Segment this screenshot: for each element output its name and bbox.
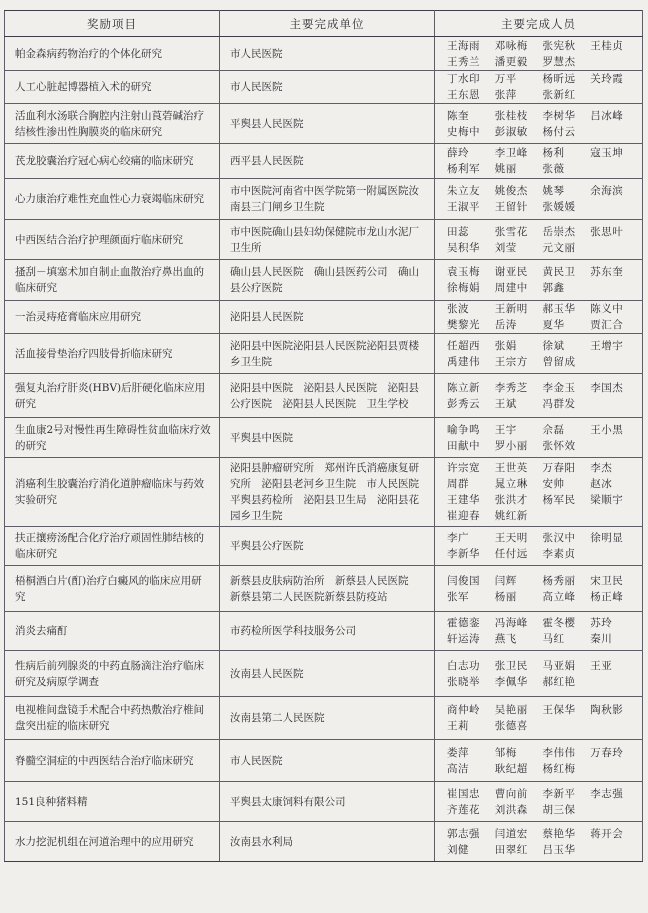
person-name: 王东恩 [447,89,480,101]
person-name: 王建华 [447,494,480,506]
people-grid [441,338,636,370]
completion-people [435,301,643,334]
person-name: 邹梅 [494,746,517,759]
person-name: 郭鑫 [542,282,565,294]
project-name: 帕金森病药物治疗的个体化研究 [5,37,220,71]
completion-unit: 汝南县第二人民医院 [220,697,435,740]
person-name: 苏东奎 [590,266,624,278]
person-name: 张波 [447,303,469,315]
completion-unit: 汝南县水利局 [220,822,435,862]
person-name: 张汉中 [542,532,576,544]
completion-unit: 泌阳县中医院 泌阳县人民医院 泌阳县公疗医院 泌阳县人民医院 卫生学校 [220,374,435,418]
people-grid [441,108,636,140]
person-name: 王宇 [494,423,517,436]
completion-people [435,822,643,862]
person-name: 闫辉 [494,574,517,587]
completion-unit: 市中医院河南省中医学院第一附属医院汝南县三门闸乡卫生院 [220,179,435,220]
people-grid [441,183,636,215]
person-name: 贾汇合 [590,319,624,331]
person-name: 寇玉坤 [590,147,624,159]
person-name: 杨付云 [542,125,576,138]
table-row [5,612,643,651]
person-name: 蔡艳华 [542,827,576,840]
project-name: 芪龙胶囊治疗冠心病心绞痛的临床研究 [5,144,220,179]
person-name: 樊黎光 [447,319,480,331]
person-name: 高洁 [447,762,469,775]
project-name: 强复丸治疗肝炎(HBV)后肝硬化临床应用研究 [5,374,220,418]
header-row [5,11,643,37]
person-name: 张晓举 [447,675,480,688]
person-name: 黄民卫 [542,266,576,278]
person-name: 张军 [447,590,469,603]
person-name: 李广 [447,532,469,544]
completion-people [435,612,643,651]
table-row [5,458,643,527]
table-row [5,334,643,374]
person-name: 田翠红 [494,843,528,856]
project-name: 人工心脏起博器植入术的研究 [5,71,220,104]
person-name: 张娟 [494,339,517,352]
person-name: 晁立琳 [494,478,528,490]
completion-people [435,220,643,260]
completion-unit: 平舆县人民医院 [220,104,435,144]
person-name: 冯海峰 [494,617,528,629]
person-name: 姚丽 [494,163,517,175]
table-row [5,144,643,179]
person-name: 丁水印 [447,73,480,85]
person-name: 李杰 [590,462,613,474]
person-name: 李素贞 [542,548,576,560]
person-name: 王淑平 [447,201,480,213]
table-row [5,374,643,418]
person-name: 高立峰 [542,590,576,603]
completion-people [435,651,643,697]
person-name: 潘更毅 [494,55,528,68]
table-row [5,651,643,697]
person-name: 李树华 [542,109,576,122]
project-name: 活血接骨垫治疗四肢骨折临床研究 [5,334,220,374]
completion-people [435,144,643,179]
person-name: 任付远 [494,548,528,560]
completion-unit: 平舆县中医院 [220,418,435,458]
person-name: 杨红梅 [542,762,576,775]
project-name: 生血康2号对慢性再生障碍性贫血临床疗效的研究 [5,418,220,458]
table-row [5,566,643,612]
people-grid [441,224,636,256]
project-name: 一治灵痔疮膏临床应用研究 [5,301,220,334]
person-name: 王斌 [494,397,517,410]
person-name: 刘莹 [494,241,517,254]
person-name: 姚红新 [494,510,528,522]
person-name: 张思叶 [590,225,624,238]
project-name: 心力康治疗难性充血性心力衰竭临床研究 [5,179,220,220]
table-row [5,740,643,782]
header-unit: 主要完成单位 [220,11,435,37]
person-name: 罗慧杰 [542,55,576,68]
person-name: 张桂枝 [494,109,528,122]
completion-people [435,260,643,301]
person-name: 蒋开会 [590,827,624,840]
person-name: 李秀芝 [494,381,528,394]
table-row [5,179,643,220]
person-name: 周建中 [494,282,528,294]
person-name: 王亚 [590,659,613,672]
people-grid [441,460,636,524]
person-name: 陈奎 [447,109,469,122]
person-name: 张宪秋 [542,39,576,52]
person-name: 马红 [542,633,565,645]
completion-people [435,334,643,374]
project-name: 中西医结合治疗护理颜面疔临床研究 [5,220,220,260]
completion-people [435,418,643,458]
table-row [5,527,643,566]
people-grid [441,145,636,177]
table-row [5,260,643,301]
person-name: 李佩华 [494,675,528,688]
person-name: 张洪才 [494,494,528,506]
completion-people [435,104,643,144]
people-grid [441,422,636,454]
person-name: 王秀兰 [447,55,480,68]
person-name: 姚琴 [542,185,565,197]
person-name: 张萍 [494,89,517,101]
person-name: 崔国忠 [447,787,480,800]
person-name: 郝玉华 [542,303,576,315]
person-name: 杨昕远 [542,73,576,85]
person-name: 李志强 [590,787,624,800]
table-row [5,301,643,334]
completion-people [435,527,643,566]
completion-unit: 市中医院确山县妇幼保健院市龙山水泥厂卫生所 [220,220,435,260]
table-row [5,418,643,458]
completion-unit: 泌阳县人民医院 [220,301,435,334]
person-name: 李金玉 [542,381,576,394]
completion-unit: 新蔡县皮肤病防治所 新蔡县人民医院 新蔡县第二人民医院新蔡县防疫站 [220,566,435,612]
table-row [5,220,643,260]
table-header [5,11,643,37]
completion-people [435,179,643,220]
completion-unit: 市人民医院 [220,71,435,104]
header-people: 主要完成人员 [435,11,643,37]
person-name: 张媛媛 [542,201,576,213]
person-name: 彭秀云 [447,397,480,410]
person-name: 王增宇 [590,339,624,352]
project-name: 消癌利生胶囊治疗消化道肿瘤临床与药效实验研究 [5,458,220,527]
person-name: 杨秀丽 [542,574,576,587]
person-name: 吕玉华 [542,843,576,856]
people-grid [441,745,636,777]
person-name: 商仲岭 [447,704,480,716]
person-name: 禹建伟 [447,355,480,368]
people-grid [441,826,636,858]
person-name: 李卫峰 [494,147,528,159]
person-name: 元文丽 [542,241,576,254]
person-name: 刘健 [447,843,469,856]
person-name: 耿纪超 [494,762,528,775]
project-name: 消炎去痛酊 [5,612,220,651]
person-name: 齐莲花 [447,803,480,816]
person-name: 李国杰 [590,381,624,394]
person-name: 曾留成 [542,355,576,368]
completion-people [435,697,643,740]
table-row [5,37,643,71]
person-name: 王海雨 [447,39,480,52]
people-grid [441,658,636,690]
people-grid [441,530,636,562]
completion-people [435,566,643,612]
project-name: 梧桐酒白片(酊)治疗白癜风的临床应用研究 [5,566,220,612]
person-name: 燕飞 [494,633,517,645]
completion-unit: 泌阳县肿瘤研究所 郑州许氏消癌康复研究所 泌阳县老河乡卫生院 市人民医院 平舆县药检所 泌阳县卫生局 泌阳县花园乡卫生院 [220,458,435,527]
person-name: 郝红艳 [542,675,576,688]
header-project: 奖励项目 [5,11,220,37]
person-name: 关玲霞 [590,73,624,85]
people-grid [441,301,636,333]
project-name: 性病后前列腺炎的中药直肠滴注治疗临床研究及病原学调查 [5,651,220,697]
person-name: 徐梅娟 [447,282,480,294]
person-name: 郭志强 [447,827,480,840]
table-row [5,71,643,104]
completion-unit: 市人民医院 [220,37,435,71]
person-name: 吴积华 [447,241,480,254]
person-name: 胡三保 [542,803,576,816]
person-name: 姚俊杰 [494,185,528,197]
person-name: 安帅 [542,478,565,490]
person-name: 刘洪森 [494,803,528,816]
person-name: 吴艳丽 [494,704,528,716]
person-name: 佘磊 [542,423,565,436]
completion-unit: 平舆县太康饲料有限公司 [220,782,435,822]
project-name: 扶正攘痨汤配合化疗治疗顽固性肺结核的临床研究 [5,527,220,566]
person-name: 宋卫民 [590,574,624,587]
person-name: 杨丽 [494,590,517,603]
people-grid [441,38,636,70]
award-table [4,10,643,862]
person-name: 夏华 [542,319,565,331]
person-name: 梁顺宇 [590,494,624,506]
person-name: 许宗宽 [447,462,480,474]
person-name: 马亚娟 [542,659,576,672]
person-name: 田蕊 [447,225,469,238]
person-name: 李新平 [542,787,576,800]
person-name: 杨军民 [542,494,576,506]
people-grid [441,573,636,605]
person-name: 任超西 [447,339,480,352]
person-name: 邓咏梅 [494,39,528,52]
person-name: 苏玲 [590,617,613,629]
person-name: 秦川 [590,633,613,645]
person-name: 喻争鸣 [447,423,480,436]
person-name: 谢亚民 [494,266,528,278]
person-name: 彭淑敏 [494,125,528,138]
project-name: 水力挖泥机组在河道治理中的应用研究 [5,822,220,862]
person-name: 岳涛 [494,319,517,331]
person-name: 霍冬樱 [542,617,576,629]
project-name: 活血利水汤联合胸腔内注射山莨菪碱治疗结核性渗出性胸膜炎的临床研究 [5,104,220,144]
completion-unit: 西平县人民医院 [220,144,435,179]
person-name: 杨利军 [447,163,480,175]
people-grid [441,264,636,296]
person-name: 杨利 [542,147,565,159]
project-name: 151良种猪料精 [5,782,220,822]
person-name: 娄萍 [447,746,469,759]
person-name: 陈义中 [590,303,624,315]
person-name: 万春阳 [542,462,576,474]
completion-people [435,740,643,782]
person-name: 李新华 [447,548,480,560]
person-name: 田献中 [447,439,480,452]
person-name: 张新红 [542,89,576,101]
person-name: 白志功 [447,659,480,672]
person-name: 王宗方 [494,355,528,368]
table-body [5,37,643,862]
person-name: 霍德銮 [447,617,480,629]
completion-unit: 市药检所医学科技服务公司 [220,612,435,651]
person-name: 徐明显 [590,532,624,544]
people-grid [441,702,636,734]
person-name: 薛玲 [447,147,469,159]
person-name: 张怀效 [542,439,576,452]
person-name: 曹向前 [494,787,528,800]
person-name: 万春玲 [590,746,624,759]
person-name: 余海滨 [590,185,624,197]
person-name: 张薇 [542,163,565,175]
person-name: 张雪花 [494,225,528,238]
person-name: 王留针 [494,201,528,213]
person-name: 李伟伟 [542,746,576,759]
person-name: 杨正峰 [590,590,624,603]
people-grid [441,71,636,103]
people-grid [441,615,636,647]
person-name: 袁玉梅 [447,266,480,278]
person-name: 赵冰 [590,478,613,490]
project-name: 脊髓空洞症的中西医结合治疗临床研究 [5,740,220,782]
person-name: 陈立新 [447,381,480,394]
completion-unit: 泌阳县中医院泌阳县人民医院泌阳县贾楼乡卫生院 [220,334,435,374]
people-grid [441,380,636,412]
completion-unit: 平舆县公疗医院 [220,527,435,566]
table-row [5,104,643,144]
table-row [5,782,643,822]
completion-people [435,374,643,418]
completion-unit: 确山县人民医院 确山县医药公司 确山县公疗医院 [220,260,435,301]
completion-unit: 市人民医院 [220,740,435,782]
person-name: 岳崇杰 [542,225,576,238]
person-name: 朱立友 [447,185,480,197]
person-name: 王新明 [494,303,528,315]
person-name: 王天明 [494,532,528,544]
person-name: 闫俊国 [447,574,480,587]
person-name: 吕冰峰 [590,109,624,122]
person-name: 王莉 [447,720,469,732]
person-name: 万平 [494,73,517,85]
person-name: 陶秋影 [590,704,624,716]
project-name: 搔刮－填塞术加自制止血散治疗鼻出血的临床研究 [5,260,220,301]
person-name: 王保华 [542,704,576,716]
person-name: 王小黑 [590,423,624,436]
person-name: 王世英 [494,462,528,474]
people-grid [441,786,636,818]
table-row [5,822,643,862]
person-name: 王桂贞 [590,39,624,52]
table-row [5,697,643,740]
person-name: 轩运涛 [447,633,480,645]
person-name: 史梅中 [447,125,480,138]
completion-people [435,37,643,71]
project-name: 电视椎间盘镜手术配合中药热敷治疗椎间盘突出症的临床研究 [5,697,220,740]
person-name: 罗小丽 [494,439,528,452]
person-name: 闫道宏 [494,827,528,840]
completion-people [435,458,643,527]
completion-people [435,71,643,104]
person-name: 张卫民 [494,659,528,672]
completion-unit: 汝南县人民医院 [220,651,435,697]
person-name: 周群 [447,478,469,490]
person-name: 崔迎春 [447,510,480,522]
person-name: 徐斌 [542,339,565,352]
completion-people [435,782,643,822]
person-name: 冯群发 [542,397,576,410]
person-name: 张德喜 [494,720,528,732]
